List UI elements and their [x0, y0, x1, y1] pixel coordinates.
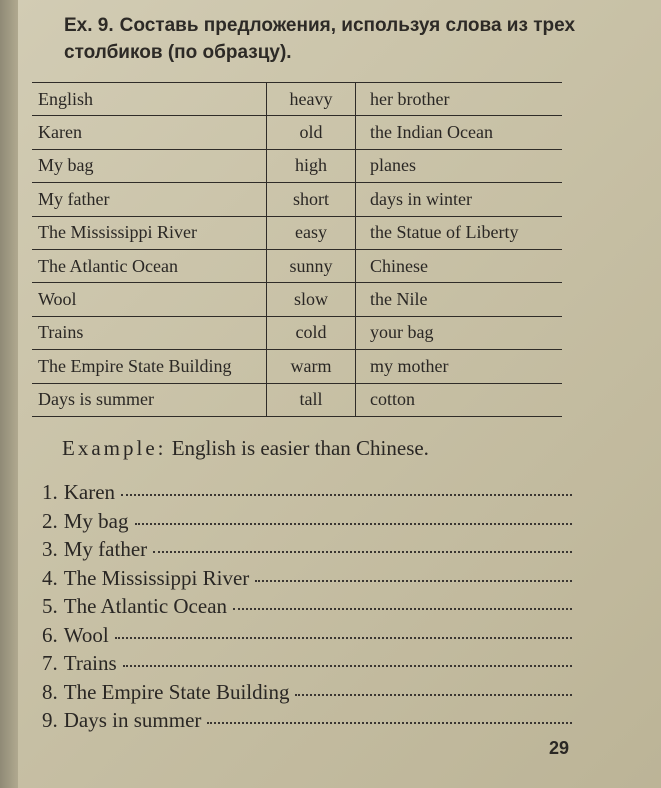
- table-row: [32, 316, 562, 349]
- table-row: [32, 283, 562, 316]
- item-text: My bag: [63, 508, 129, 533]
- exercise-heading: [64, 12, 584, 66]
- table-row: [32, 350, 562, 383]
- adjective-cell: high: [267, 149, 356, 182]
- subject-cell: The Empire State Building: [32, 350, 267, 383]
- table-row: [32, 216, 562, 249]
- page-edge-shadow: [0, 0, 18, 788]
- answer-item: [42, 537, 572, 566]
- subject-cell: My father: [32, 183, 267, 216]
- comparison-cell: Chinese: [356, 249, 563, 282]
- dotted-answer-line: [115, 633, 572, 639]
- dotted-answer-line: [135, 519, 573, 525]
- adjective-cell: cold: [267, 316, 356, 349]
- item-number: 8.: [42, 679, 58, 704]
- item-number: 9.: [42, 708, 58, 732]
- table-row: [32, 116, 562, 149]
- adjective-cell: old: [267, 116, 356, 149]
- table-row: [32, 249, 562, 282]
- dotted-answer-line: [255, 576, 572, 582]
- exercise-number: Ex. 9.: [64, 15, 114, 36]
- word-table: [32, 82, 562, 417]
- table-row: [32, 83, 562, 116]
- adjective-cell: sunny: [267, 249, 356, 282]
- answer-item: [42, 480, 572, 509]
- item-number: 2.: [42, 508, 58, 533]
- answer-item: [42, 566, 572, 595]
- subject-cell: Days is summer: [32, 383, 267, 416]
- item-number: 1.: [42, 480, 58, 504]
- comparison-cell: her brother: [356, 83, 563, 116]
- subject-cell: Karen: [32, 116, 267, 149]
- subject-cell: The Mississippi River: [32, 216, 267, 249]
- item-number: 4.: [42, 565, 58, 590]
- comparison-cell: the Nile: [356, 283, 563, 316]
- exercise-instruction: Составь предложения, используя слова из трех столбиков (по образцу).: [64, 15, 576, 63]
- answer-list: [42, 480, 572, 737]
- answer-item: [42, 509, 572, 538]
- item-text: The Empire State Building: [63, 679, 290, 704]
- dotted-answer-line: [233, 604, 572, 610]
- item-text: Trains: [63, 651, 117, 675]
- adjective-cell: warm: [267, 350, 356, 383]
- dotted-answer-line: [121, 490, 572, 496]
- answer-item: [42, 708, 572, 737]
- example-sentence: [62, 436, 429, 461]
- comparison-cell: your bag: [356, 316, 563, 349]
- adjective-cell: easy: [267, 216, 356, 249]
- comparison-cell: cotton: [356, 383, 563, 416]
- item-number: 5.: [42, 594, 58, 618]
- subject-cell: Trains: [32, 316, 267, 349]
- dotted-answer-line: [295, 690, 572, 696]
- item-text: Days in summer: [63, 708, 202, 732]
- dotted-answer-line: [207, 718, 572, 724]
- answer-item: [42, 651, 572, 680]
- subject-cell: My bag: [32, 149, 267, 182]
- item-text: My father: [63, 537, 148, 561]
- subject-cell: Wool: [32, 283, 267, 316]
- item-text: Wool: [63, 622, 109, 647]
- item-text: Karen: [63, 480, 116, 504]
- adjective-cell: tall: [267, 383, 356, 416]
- answer-item: [42, 594, 572, 623]
- page-number: 29: [549, 738, 570, 758]
- adjective-cell: short: [267, 183, 356, 216]
- comparison-cell: my mother: [356, 350, 563, 383]
- dotted-answer-line: [123, 661, 572, 667]
- item-number: 3.: [42, 537, 58, 561]
- example-text: English is easier than Chinese.: [171, 436, 429, 460]
- item-number: 7.: [42, 651, 58, 675]
- comparison-cell: the Statue of Liberty: [356, 216, 563, 249]
- table-row: [32, 149, 562, 182]
- adjective-cell: slow: [267, 283, 356, 316]
- table-row: [32, 183, 562, 216]
- subject-cell: English: [32, 83, 267, 116]
- answer-item: [42, 680, 572, 709]
- answer-item: [42, 623, 572, 652]
- example-label: Example:: [62, 436, 167, 460]
- item-text: The Mississippi River: [63, 565, 250, 590]
- item-number: 6.: [42, 622, 58, 647]
- comparison-cell: days in winter: [356, 183, 563, 216]
- adjective-cell: heavy: [267, 83, 356, 116]
- comparison-cell: the Indian Ocean: [356, 116, 563, 149]
- comparison-cell: planes: [356, 149, 563, 182]
- item-text: The Atlantic Ocean: [63, 594, 228, 618]
- subject-cell: The Atlantic Ocean: [32, 249, 267, 282]
- table-row: [32, 383, 562, 416]
- dotted-answer-line: [153, 547, 572, 553]
